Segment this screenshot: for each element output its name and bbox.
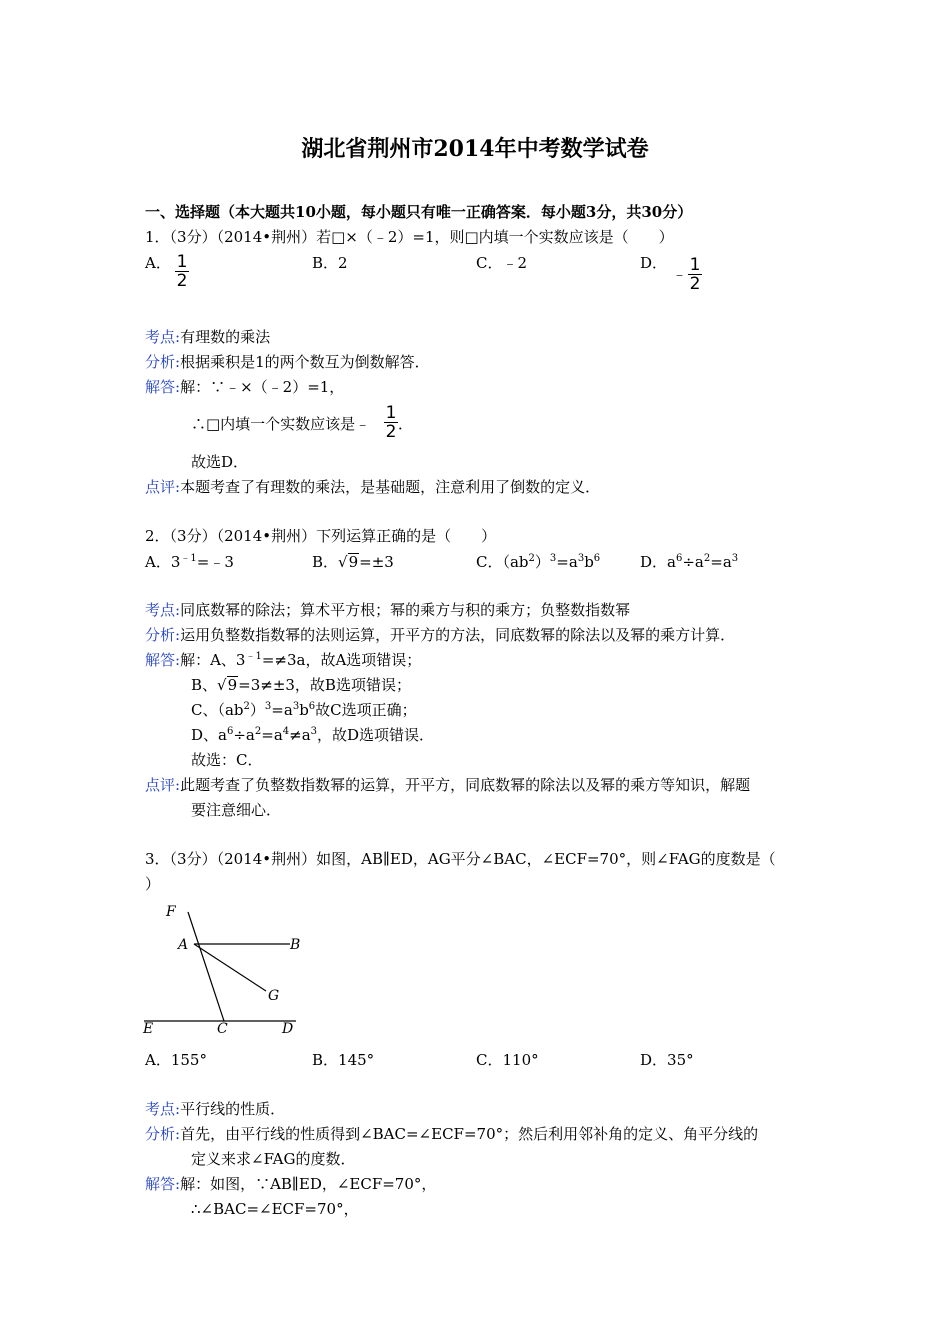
q3-fenxi: 分析:首先，由平行线的性质得到∠BAC=∠ECF=70°；然后利用邻补角的定义、角平分线的 xyxy=(145,1125,759,1143)
point-label-g: G xyxy=(268,988,280,1004)
q2-jieda-c: C、$(ab^2)^3=a^3b^6$故C选项正确； xyxy=(191,701,417,719)
point-label-e: E xyxy=(143,1021,154,1037)
q2-option-c: C．$(ab^2)^3=a^3b^6$ xyxy=(476,553,601,571)
q2-kaodian: 考点:同底数幂的除法；算术平方根；幂的乘方与积的乘方；负整数指数幂 xyxy=(145,601,631,619)
line-fc xyxy=(188,912,224,1021)
label-fenxi: 分析 xyxy=(145,353,176,371)
q1-option-a: A． xyxy=(145,254,171,272)
point-label-f: F xyxy=(166,904,176,920)
fraction-numerator: 1 xyxy=(176,252,188,272)
q2-option-b: B．√9=±3 xyxy=(312,553,394,571)
q3-stem-end: ） xyxy=(145,875,161,893)
q3-jieda: 解答:解：如图，∵AB∥ED，∠ECF=70°， xyxy=(145,1175,437,1193)
q3-kaodian: 考点:平行线的性质． xyxy=(145,1100,286,1118)
figure-svg xyxy=(140,900,310,1040)
point-label-d: D xyxy=(282,1021,294,1037)
label-jieda: 解答 xyxy=(145,1175,176,1193)
fraction-numerator: 1 xyxy=(385,403,397,423)
q1-option-d: D． xyxy=(640,254,668,272)
section-heading: 一、选择题（本大题共10小题，每小题只有唯一正确答案．每小题3分，共30分） xyxy=(145,203,693,221)
geometry-figure xyxy=(140,900,310,1040)
label-jieda: 解答 xyxy=(145,378,176,396)
q1-fenxi: 分析:根据乘积是1的两个数互为倒数解答． xyxy=(145,353,430,371)
q1-option-c: C．﹣2 xyxy=(476,254,528,272)
label-fenxi: 分析 xyxy=(145,626,176,644)
q2-jieda-e: 故选：C． xyxy=(191,751,263,769)
fraction-numerator: 1 xyxy=(689,255,701,275)
q3-fenxi-line2: 定义来求∠FAG的度数． xyxy=(191,1150,356,1168)
radicand: 9 xyxy=(227,676,238,694)
q1-stem: 1．（3分）（2014•荆州）若□×（﹣2）=1，则□内填一个实数应该是（ ） xyxy=(145,228,674,246)
q2-option-d: D．$a^6\div a^2=a^3$ xyxy=(640,553,739,571)
q2-jieda-b: B、√9=3≠±3，故B选项错误； xyxy=(191,676,411,694)
label-kaodian: 考点 xyxy=(145,1100,176,1118)
point-label-c: C xyxy=(217,1021,228,1037)
q1-kaodian-text: 有理数的乘法 xyxy=(180,328,271,346)
label-fenxi: 分析 xyxy=(145,1125,176,1143)
radicand: 9 xyxy=(348,553,359,571)
q1-jieda-fraction xyxy=(384,404,398,441)
q1-option-d-fraction xyxy=(688,256,702,293)
q2-dianping: 点评:此题考查了负整数指数幂的运算，开平方，同底数幂的除法以及幂的乘方等知识，解题 xyxy=(145,776,751,794)
q2-option-a: A．$3^{﹣1}=﹣3$ xyxy=(145,553,234,571)
q2-stem: 2．（3分）（2014•荆州）下列运算正确的是（ ） xyxy=(145,527,497,545)
line-ag xyxy=(194,944,266,991)
label-kaodian: 考点 xyxy=(145,601,176,619)
fraction-denominator: 2 xyxy=(689,274,701,294)
label-dianping: 点评 xyxy=(145,478,176,496)
label-dianping: 点评 xyxy=(145,776,176,794)
q3-option-d: D．35° xyxy=(640,1051,694,1069)
fraction-denominator: 2 xyxy=(176,271,188,291)
q1-option-d-minus: ﹣ xyxy=(672,265,688,283)
q2-jieda-d: D、$a^6\div a^2=a^4\ne a^3$，故D选项错误． xyxy=(191,726,435,744)
q1-option-a-fraction xyxy=(175,253,189,290)
q2-jieda: 解答:解：A、$3^{﹣1}=\ne 3a$，故A选项错误； xyxy=(145,651,422,669)
q1-jieda-line3: 故选D． xyxy=(191,453,249,471)
q1-dianping: 点评:本题考查了有理数的乘法，是基础题，注意利用了倒数的定义． xyxy=(145,478,601,496)
q1-option-b: B．2 xyxy=(312,254,348,272)
label-kaodian: 考点 xyxy=(145,328,176,346)
label-jieda: 解答 xyxy=(145,651,176,669)
sqrt-symbol: √ xyxy=(338,553,348,571)
q3-option-b: B．145° xyxy=(312,1051,375,1069)
q1-jieda-line1: 解：∵﹣×（﹣2）=1， xyxy=(180,378,345,396)
q1-jieda-line2: ∴□内填一个实数应该是﹣ xyxy=(191,415,371,433)
sqrt-symbol: √ xyxy=(217,676,227,694)
q2-dianping-line2: 要注意细心． xyxy=(191,801,282,819)
fraction-denominator: 2 xyxy=(385,422,397,442)
point-label-a: A xyxy=(178,937,189,953)
q1-dianping-text: 本题考查了有理数的乘法，是基础题，注意利用了倒数的定义． xyxy=(180,478,601,496)
q1-fenxi-text: 根据乘积是1的两个数互为倒数解答． xyxy=(180,353,430,371)
q3-stem: 3．（3分）（2014•荆州）如图，AB∥ED，AG平分∠BAC，∠ECF=70°，则∠FAG的度数是（ xyxy=(145,850,776,868)
q1-jieda-line2-end: ． xyxy=(398,415,414,433)
point-label-b: B xyxy=(290,937,301,953)
q2-fenxi: 分析:运用负整数指数幂的法则运算，开平方的方法，同底数幂的除法以及幂的乘方计算． xyxy=(145,626,736,644)
q1-jieda: 解答:解：∵﹣×（﹣2）=1， xyxy=(145,378,345,396)
q3-option-a: A．155° xyxy=(145,1051,207,1069)
page-title: 湖北省荆州市2014年中考数学试卷 xyxy=(301,136,649,162)
q3-jieda-line2: ∴∠BAC=∠ECF=70°， xyxy=(191,1200,359,1218)
q1-kaodian: 考点:有理数的乘法 xyxy=(145,328,271,346)
q3-option-c: C．110° xyxy=(476,1051,539,1069)
